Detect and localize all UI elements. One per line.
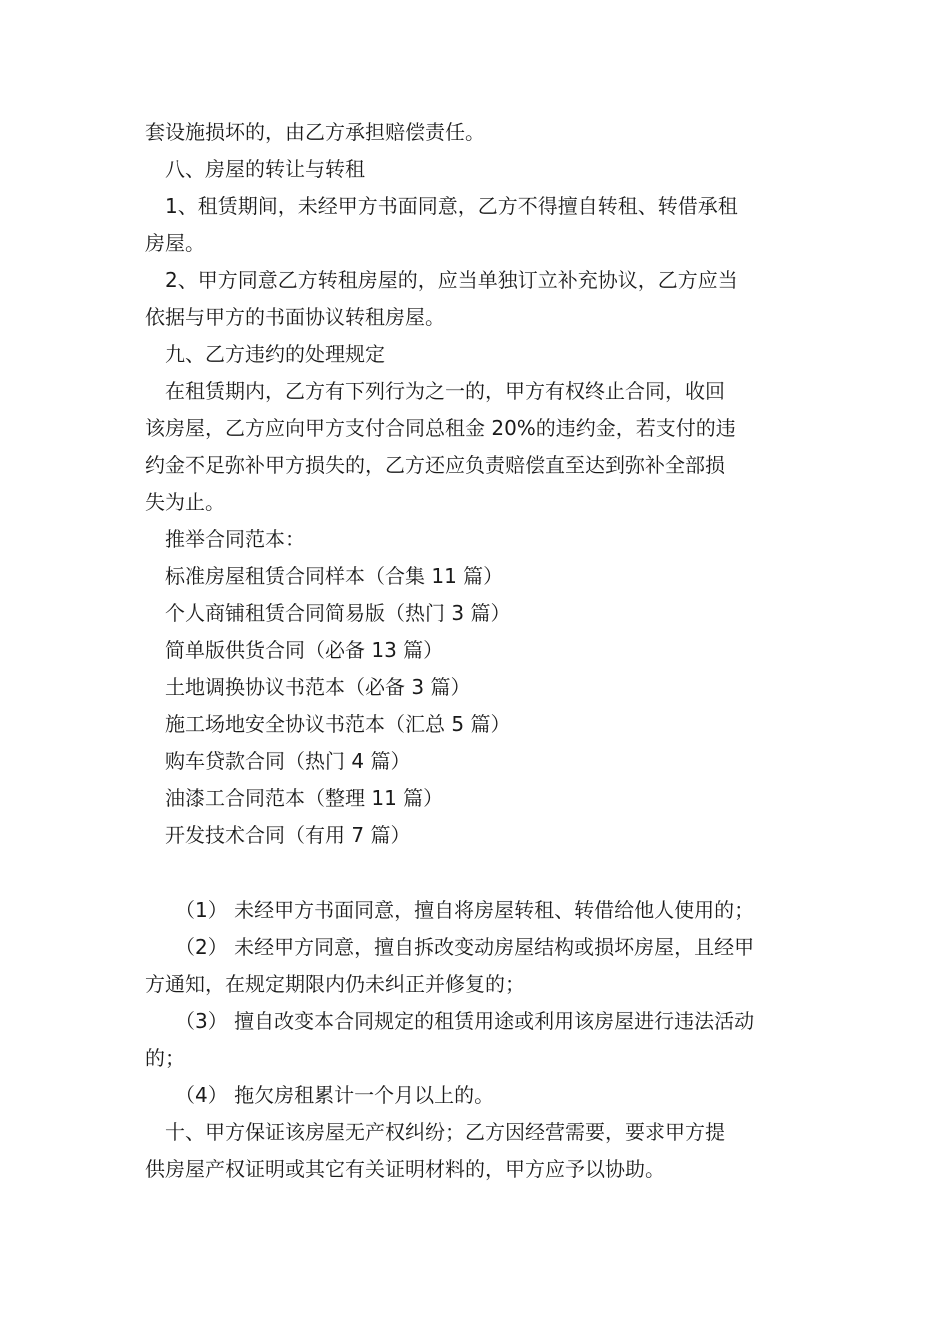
paragraph-line: 约金不足弥补甲方损失的，乙方还应负责赔偿直至达到弥补全部损: [145, 453, 725, 477]
document-page: [145, 114, 810, 1188]
list-item: （2） 未经甲方同意，擅自拆改变动房屋结构或损坏房屋，且经甲: [175, 935, 755, 959]
paragraph-line: 该房屋，乙方应向甲方支付合同总租金 20%的违约金，若支付的违: [145, 416, 736, 440]
paragraph-line: 套设施损坏的，由乙方承担赔偿责任。: [145, 120, 485, 144]
recommend-link[interactable]: 油漆工合同范本（整理 11 篇）: [165, 786, 444, 810]
recommend-title: 推举合同范本：: [165, 527, 305, 551]
paragraph-line: 的；: [145, 1046, 185, 1070]
paragraph-line: 房屋。: [145, 231, 205, 255]
paragraph-line: 方通知，在规定期限内仍未纠正并修复的；: [145, 972, 525, 996]
section-heading-eight: 八、房屋的转让与转租: [165, 157, 365, 181]
recommend-link[interactable]: 标准房屋租赁合同样本（合集 11 篇）: [165, 564, 504, 588]
recommend-link[interactable]: 简单版供货合同（必备 13 篇）: [165, 638, 444, 662]
recommend-link[interactable]: 开发技术合同（有用 7 篇）: [165, 823, 411, 847]
section-heading-ten: 十、甲方保证该房屋无产权纠纷；乙方因经营需要，要求甲方提: [165, 1120, 725, 1144]
list-item: （1） 未经甲方书面同意，擅自将房屋转租、转借给他人使用的；: [175, 898, 755, 922]
list-item: （3） 擅自改变本合同规定的租赁用途或利用该房屋进行违法活动: [175, 1009, 755, 1033]
paragraph-line: 1、租赁期间，未经甲方书面同意，乙方不得擅自转租、转借承租: [165, 194, 738, 218]
section-heading-nine: 九、乙方违约的处理规定: [165, 342, 385, 366]
paragraph-line: 失为止。: [145, 490, 225, 514]
paragraph-line: 依据与甲方的书面协议转租房屋。: [145, 305, 445, 329]
list-item: （4） 拖欠房租累计一个月以上的。: [175, 1083, 495, 1107]
recommend-link[interactable]: 土地调换协议书范本（必备 3 篇）: [165, 675, 471, 699]
paragraph-line: 在租赁期内，乙方有下列行为之一的，甲方有权终止合同，收回: [165, 379, 725, 403]
paragraph-line: 供房屋产权证明或其它有关证明材料的，甲方应予以协助。: [145, 1157, 665, 1181]
recommend-link[interactable]: 个人商铺租赁合同简易版（热门 3 篇）: [165, 601, 511, 625]
blank-line: [145, 854, 810, 892]
recommend-link[interactable]: 购车贷款合同（热门 4 篇）: [165, 749, 411, 773]
recommend-link[interactable]: 施工场地安全协议书范本（汇总 5 篇）: [165, 712, 511, 736]
paragraph-line: 2、甲方同意乙方转租房屋的，应当单独订立补充协议，乙方应当: [165, 268, 738, 292]
